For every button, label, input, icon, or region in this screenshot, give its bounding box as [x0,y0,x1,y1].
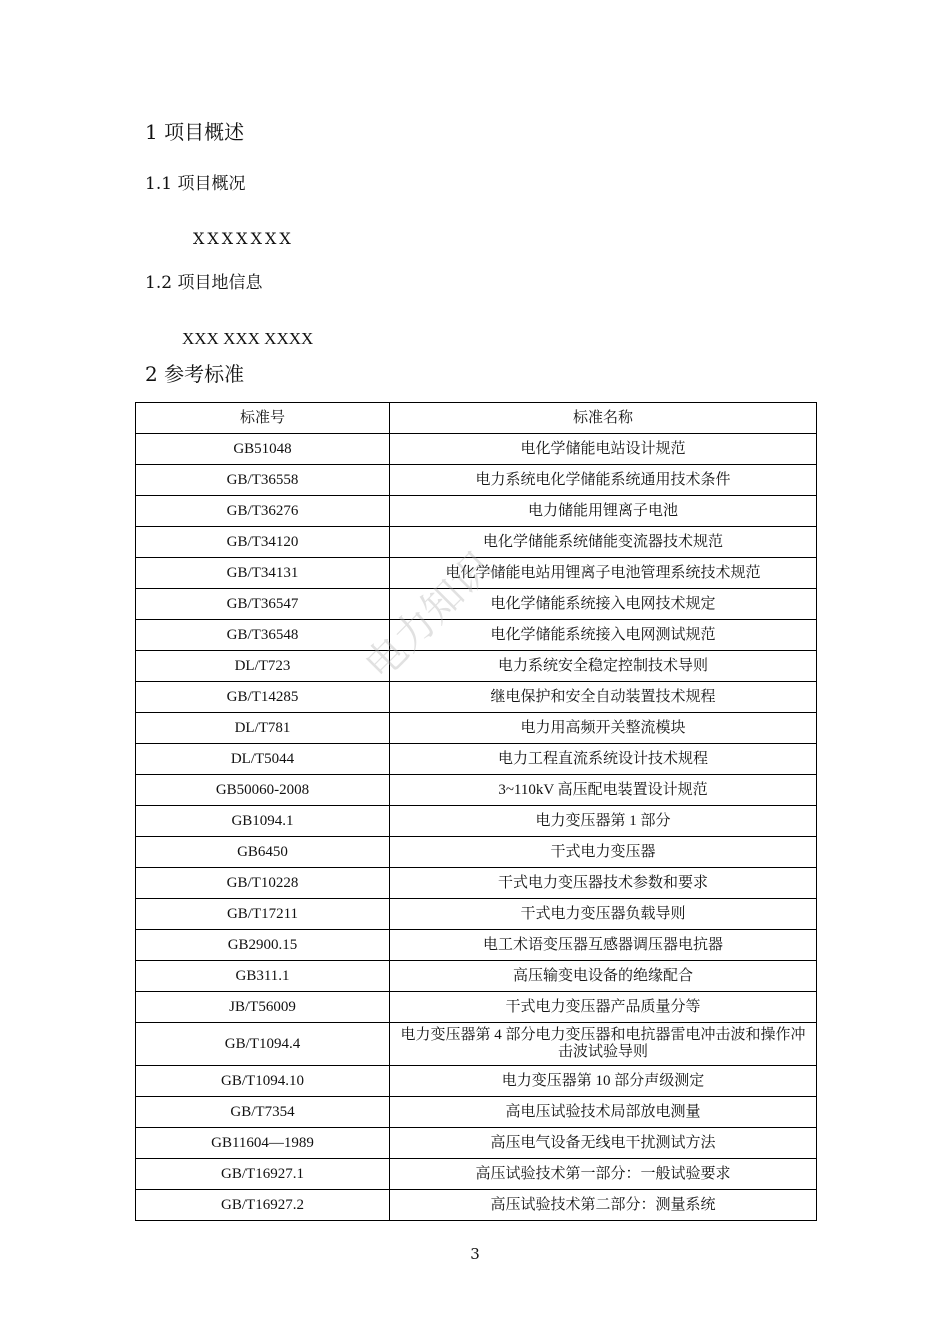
standard-name-cell: 电力变压器第 1 部分 [390,806,817,837]
table-row [136,1066,817,1097]
section-1-2-title: 1.2 项目地信息 [145,273,263,293]
standard-name-cell: 电力变压器第 4 部分电力变压器和电抗器雷电冲击波和操作冲击波试验导则 [390,1023,817,1066]
standard-number-cell: GB/T36548 [136,620,390,651]
table-row [136,1128,817,1159]
standard-number-cell: DL/T723 [136,651,390,682]
table-row [136,806,817,837]
standard-number-cell: DL/T5044 [136,744,390,775]
standard-number-cell: GB/T10228 [136,868,390,899]
table-row [136,620,817,651]
page-number: 3 [470,1245,480,1263]
table-row [136,1159,817,1190]
standard-name-cell: 电力储能用锂离子电池 [390,496,817,527]
table-row [136,899,817,930]
standard-name-cell: 高压输变电设备的绝缘配合 [390,961,817,992]
standard-number-cell: JB/T56009 [136,992,390,1023]
table-row [136,465,817,496]
standard-name-cell: 电力用高频开关整流模块 [390,713,817,744]
standard-name-cell: 高压试验技术第一部分：一般试验要求 [390,1159,817,1190]
section-1-1-text: XXXXXXX [193,229,294,248]
standard-number-cell: GB1094.1 [136,806,390,837]
standard-name-cell: 电化学储能系统接入电网测试规范 [390,620,817,651]
standard-name-cell: 电力系统安全稳定控制技术导则 [390,651,817,682]
standard-name-cell: 电工术语变压器互感器调压器电抗器 [390,930,817,961]
standard-name-cell: 干式电力变压器负载导则 [390,899,817,930]
table-row [136,1190,817,1221]
standard-number-cell: GB/T16927.2 [136,1190,390,1221]
table-row [136,992,817,1023]
table-row [136,744,817,775]
standard-number-cell: GB/T1094.10 [136,1066,390,1097]
table-row [136,434,817,465]
standard-name-cell: 高压试验技术第二部分：测量系统 [390,1190,817,1221]
standard-number-cell: GB/T36276 [136,496,390,527]
standard-number-cell: GB/T34120 [136,527,390,558]
standard-number-cell: GB311.1 [136,961,390,992]
standard-name-cell: 电化学储能电站用锂离子电池管理系统技术规范 [390,558,817,589]
watermark: 电力知识 [356,543,503,689]
table-row [136,527,817,558]
standard-name-cell: 3~110kV 高压配电装置设计规范 [390,775,817,806]
table-row [136,682,817,713]
table-row [136,930,817,961]
standard-number-cell: GB50060-2008 [136,775,390,806]
standard-number-cell: GB51048 [136,434,390,465]
standards-table [135,402,817,1221]
standard-name-cell: 干式电力变压器技术参数和要求 [390,868,817,899]
header-standard-number: 标准号 [136,403,390,434]
table-body [136,434,817,1221]
table-row [136,961,817,992]
standard-number-cell: GB/T34131 [136,558,390,589]
section-1-2-text: XXX XXX XXXX [182,329,314,348]
table-row [136,837,817,868]
standard-number-cell: GB/T1094.4 [136,1023,390,1066]
standard-number-cell: GB/T17211 [136,899,390,930]
standard-number-cell: DL/T781 [136,713,390,744]
section-1-title: 1 项目概述 [145,120,245,144]
table-row [136,868,817,899]
standard-number-cell: GB6450 [136,837,390,868]
table-row [136,713,817,744]
standard-number-cell: GB/T36558 [136,465,390,496]
standard-name-cell: 高电压试验技术局部放电测量 [390,1097,817,1128]
standard-name-cell: 高压电气设备无线电干扰测试方法 [390,1128,817,1159]
table-row [136,589,817,620]
standard-number-cell: GB/T7354 [136,1097,390,1128]
section-1-1-title: 1.1 项目概况 [145,174,246,194]
section-2-title: 2 参考标准 [145,362,245,386]
standard-name-cell: 电力系统电化学储能系统通用技术条件 [390,465,817,496]
table-row [136,775,817,806]
standard-name-cell: 继电保护和安全自动装置技术规程 [390,682,817,713]
standard-name-cell: 电化学储能系统接入电网技术规定 [390,589,817,620]
table-header-row [136,403,817,434]
standard-name-cell: 电力变压器第 10 部分声级测定 [390,1066,817,1097]
table-row [136,496,817,527]
standard-name-cell: 电化学储能电站设计规范 [390,434,817,465]
header-standard-name: 标准名称 [390,403,817,434]
table-row [136,1023,817,1066]
table-row [136,558,817,589]
standard-number-cell: GB2900.15 [136,930,390,961]
standard-number-cell: GB/T36547 [136,589,390,620]
standard-number-cell: GB/T16927.1 [136,1159,390,1190]
table-row [136,651,817,682]
standard-number-cell: GB/T14285 [136,682,390,713]
standard-name-cell: 电化学储能系统储能变流器技术规范 [390,527,817,558]
table-row [136,1097,817,1128]
standard-name-cell: 干式电力变压器产品质量分等 [390,992,817,1023]
standard-name-cell: 电力工程直流系统设计技术规程 [390,744,817,775]
standard-number-cell: GB11604—1989 [136,1128,390,1159]
standard-name-cell: 干式电力变压器 [390,837,817,868]
